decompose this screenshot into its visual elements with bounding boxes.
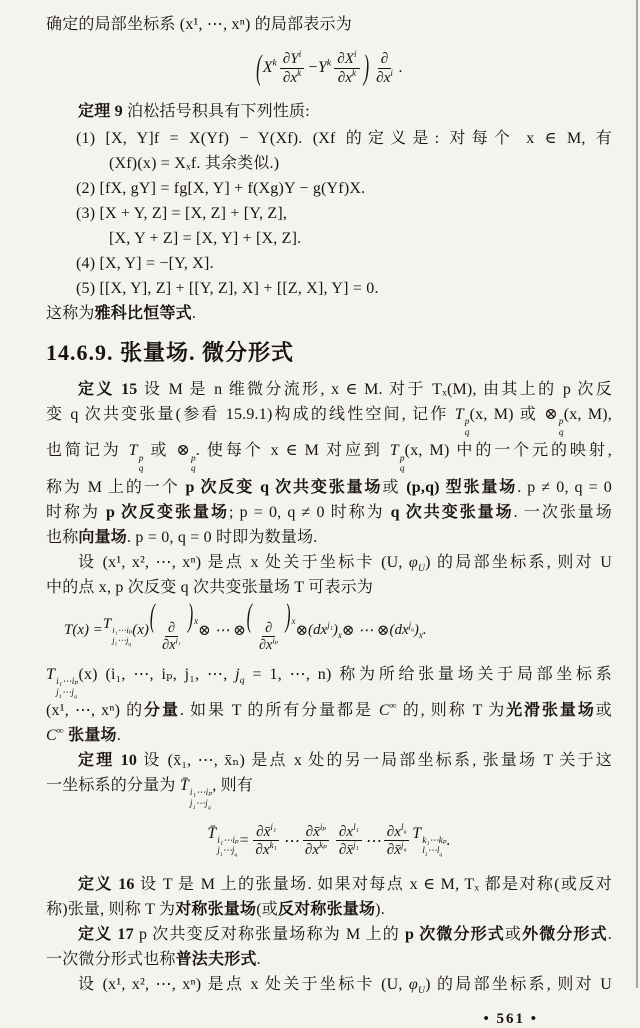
definition-16-line-1: 定义 16 设 T 是 M 上的张量场. 如果对每点 x ∈ M, Tₓ 都是对称(或反对: [78, 875, 612, 893]
definition-15-line-1: 定义 15 设 M 是 n 维微分流形, x ∈ M. 对于 Tₓ(M), 由其上的 p 次反: [78, 381, 612, 398]
definition-17-line-2: 一次微分形式也称普法夫形式.: [46, 950, 261, 968]
theorem-10-line-2: 一坐标系的分量为 T̄ i₁⋯iₚ $j_1\cdots j_q$ , 则有: [46, 777, 254, 811]
tensor-expansion-formula: T(x) = T i₁⋯iₚ $j_1\cdots j_q$ (x) ( $\frac{\partial}{\partial x^{i_1}}$ )$_x$ ⊗ ⋯ ⊗ ( $\frac{\partial}{\partial x^{i_p}}$ )$_x$ ⊗ $(dx^{j_1})_x$ ⊗ ⋯ ⊗ $(dx^{j_q})_x$ .: [64, 599, 427, 654]
theorem-9-item-1-line-2: (Xf)(x) = Xₓf. 其余类似.): [109, 155, 280, 172]
theorem-9-heading: 定理 9 泊松括号积具有下列性质:: [78, 103, 310, 120]
component-transform-formula: T̄ i₁⋯iₚ $j_1\cdots j_q$ = $\frac{\partial x̄^{i_1}}{\partial x^{k_1}}$ ⋯ $\frac{\partial x̄^{i_p}}{\partial x^{k_p}}$ $\frac{\partial x^{l_1}}{\partial x̄^{j_1}}$ ⋯ $\frac{\partial x^{l_q}}{\partial x̄^{j_q}}$ T k₁⋯kₚ $l_1\cdots l_q$ .: [207, 821, 451, 859]
definition-15-line-7: 设 (x¹, x², ⋯, xⁿ) 是点 x 处关于坐标卡 (U, $\varphi_U$) 的局部坐标系, 则对 U: [78, 553, 612, 575]
components-line-2: (x¹, ⋯, xⁿ) 的分量. 如果 T 的所有分量都是 C∞ 的, 则称 T 为光滑张量场或: [46, 700, 612, 720]
definition-15-line-3: 也简记为 T p q 或 ⊗ p q . 使每个 x ∈ M 对应到 T p q (x, M) 中的一个元的映射,: [46, 442, 612, 475]
intro-line: 确定的局部坐标系 (x¹, ⋯, xⁿ) 的局部表示为: [46, 16, 352, 33]
theorem-9-item-5: (5) [[X, Y], Z] + [[Y, Z], X] + [[Z, X], Y] = 0.: [76, 280, 379, 297]
closing-coordinate-line: 设 (x¹, x², ⋯, xⁿ) 是点 x 处关于坐标卡 (U, $\varphi_U$) 的局部坐标系, 则对 U: [78, 975, 612, 996]
page-number: • 561 •: [483, 1010, 538, 1027]
components-line-1: T i₁⋯iₚ $j_1\cdots j_q$ (x) (i₁, ⋯, iₚ, j₁, ⋯, $j_q = 1$, ⋯, n) 称为所给张量场关于局部坐标系: [46, 665, 612, 700]
definition-15-line-5: 时称为 p 次反变张量场; p = 0, q ≠ 0 时称为 q 次共变张量场. 一次张量场: [46, 503, 612, 521]
definition-15-line-8: 中的点 x, p 次反变 q 次共变张量场 T 可表示为: [46, 578, 374, 596]
jacobi-identity-note: 这称为雅科比恒等式.: [46, 305, 197, 322]
theorem-9-item-3-line-1: (3) [X + Y, Z] = [X, Z] + [Y, Z],: [76, 205, 288, 222]
definition-17-line-1: 定义 17 p 次共变反对称张量场称为 M 上的 p 次微分形式或外微分形式.: [78, 925, 612, 943]
definition-15-line-6: 也称向量场. p = 0, q = 0 时即为数量场.: [46, 528, 318, 546]
theorem-9-item-2: (2) [fX, gY] = fg[X, Y] + f(Xg)Y − g(Yf)X.: [76, 180, 366, 197]
theorem-9-item-1-line-1: (1) [X, Y]f = X(Yf) − Y(Xf). (Xf 的定义是: 对每个 x ∈ M, 有: [76, 130, 612, 147]
theorem-9-item-3-line-2: [X, Y + Z] = [X, Y] + [X, Z].: [109, 230, 302, 247]
lie-bracket-formula: ( $X^k$ $\frac{\partial Y^i}{\partial x^k}$ − $Y^k$ $\frac{\partial X^i}{\partial x^k}$ ) $\frac{\partial}{\partial x^i}$ .: [256, 47, 403, 87]
theorem-10-line-1: 定理 10 设 (x̄₁, ⋯, x̄ₙ) 是点 x 处的另一局部坐标系, 张量场 T 关于这: [78, 752, 612, 770]
definition-16-line-2: 称)张量, 则称 T 为对称张量场(或反对称张量场).: [46, 900, 385, 918]
definition-15-line-2: 变 q 次共变张量(参看 15.9.1)构成的线性空间, 记作 T p q (x, M) 或 ⊗ p q (x, M),: [46, 406, 612, 438]
definition-15-line-4: 称为 M 上的一个 p 次反变 q 次共变张量场或 (p,q) 型张量场. p ≠ 0, q = 0: [46, 478, 612, 496]
components-line-3: C∞ 张量场.: [46, 725, 121, 745]
theorem-9-item-4: (4) [X, Y] = −[Y, X].: [76, 255, 214, 272]
section-heading: 14.6.9. 张量场. 微分形式: [46, 340, 295, 365]
